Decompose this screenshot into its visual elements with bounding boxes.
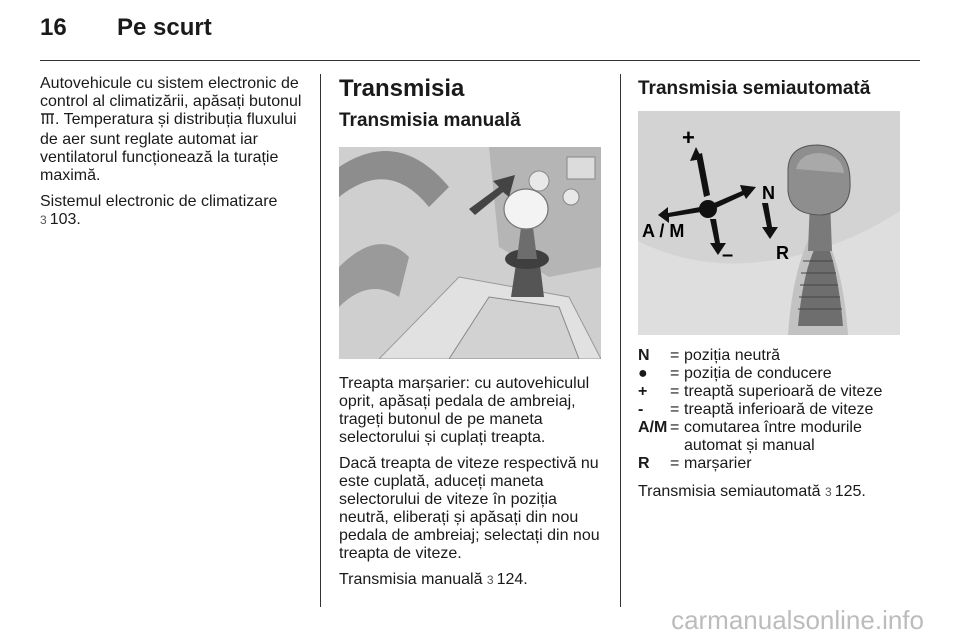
- legend-key: -: [638, 401, 644, 418]
- column-divider-2: [620, 74, 621, 607]
- figure-label-am: A / M: [642, 221, 685, 241]
- column-middle: [339, 75, 607, 597]
- column-right: [638, 75, 900, 509]
- climate-ref-paragraph: [40, 193, 306, 229]
- manual-ref-page[interactable]: 124.: [496, 571, 528, 588]
- manual-reverse-paragraph: Treapta marșarier: cu autovehiculul oprit, apăsați pedala de ambreiaj, trageți butonul de pe maneta selectorului și cuplați treapta.: [339, 375, 590, 446]
- climate-ref-text: Sistemul electronic de climatizare: [40, 193, 278, 210]
- page-arrow-icon: 3: [486, 573, 494, 587]
- legend-key: R: [638, 455, 650, 472]
- page-header-title: Pe scurt: [117, 14, 212, 41]
- legend-item: R = marșarier: [638, 455, 900, 473]
- legend-key: N: [638, 347, 650, 364]
- semiautomatic-ref-text: Transmisia semiautomată: [638, 483, 821, 500]
- figure-label-plus: +: [682, 125, 695, 150]
- column-left: [40, 75, 306, 237]
- heading-semiautomatic-transmission: Transmisia semiautomată: [638, 78, 871, 99]
- section-heading-transmission: Transmisia: [339, 75, 465, 102]
- climate-ref-page[interactable]: 103.: [49, 211, 81, 228]
- legend-text: marșarier: [684, 455, 752, 472]
- manual-neutral-paragraph: Dacă treapta de viteze respectivă nu este cuplată, aduceți maneta selectorului de viteze în poziția neutră, eliberați și apăsați din nou pedala de ambreiaj; selectați din nou treapta de viteze.: [339, 455, 600, 562]
- column-divider-1: [320, 74, 321, 607]
- watermark: carmanualsonline.info: [671, 605, 924, 635]
- gear-legend: [638, 347, 900, 473]
- manual-gearshift-figure: [339, 147, 607, 359]
- manual-ref-text: Transmisia manuală: [339, 571, 483, 588]
- page-arrow-icon: 3: [40, 213, 47, 227]
- legend-key: A/M: [638, 419, 668, 436]
- semiautomatic-gearshift-figure: [638, 111, 900, 335]
- legend-item: N = poziția neutră: [638, 347, 900, 365]
- climate-text-before: Autovehicule cu sistem electronic de control al climatizării, apăsați butonul: [40, 75, 302, 110]
- legend-item: A/M = comutarea între modurile automat și manual: [638, 419, 900, 455]
- legend-item: - = treaptă inferioară de viteze: [638, 401, 900, 419]
- climate-paragraph: [40, 75, 306, 185]
- figure-label-n: N: [762, 183, 775, 203]
- legend-key: ●: [638, 365, 648, 382]
- semiautomatic-ref-page[interactable]: 125.: [834, 483, 866, 500]
- legend-text: treaptă inferioară de viteze: [684, 401, 874, 418]
- legend-text: comutarea între modurile automat și manual: [684, 419, 862, 454]
- figure-label-minus: –: [722, 244, 734, 266]
- legend-item: + = treaptă superioară de viteze: [638, 383, 900, 401]
- legend-text: poziția de conducere: [684, 365, 832, 382]
- fan-auto-icon: [40, 111, 55, 131]
- climate-text-after: . Temperatura și distribuția fluxului de aer sunt reglate automat iar ventilatorul funcționează la turație maximă.: [40, 111, 297, 184]
- legend-key: +: [638, 383, 648, 400]
- legend-item: ● = poziția de conducere: [638, 365, 900, 383]
- manual-ref-paragraph: [339, 571, 607, 589]
- subheading-manual-transmission: Transmisia manuală: [339, 110, 521, 131]
- header-rule: [40, 60, 920, 61]
- semiautomatic-ref-paragraph: [638, 483, 900, 501]
- figure-label-r: R: [776, 243, 789, 263]
- page-arrow-icon: 3: [825, 485, 832, 499]
- page-number: 16: [40, 14, 67, 41]
- legend-text: treaptă superioară de viteze: [684, 383, 883, 400]
- legend-text: poziția neutră: [684, 347, 781, 364]
